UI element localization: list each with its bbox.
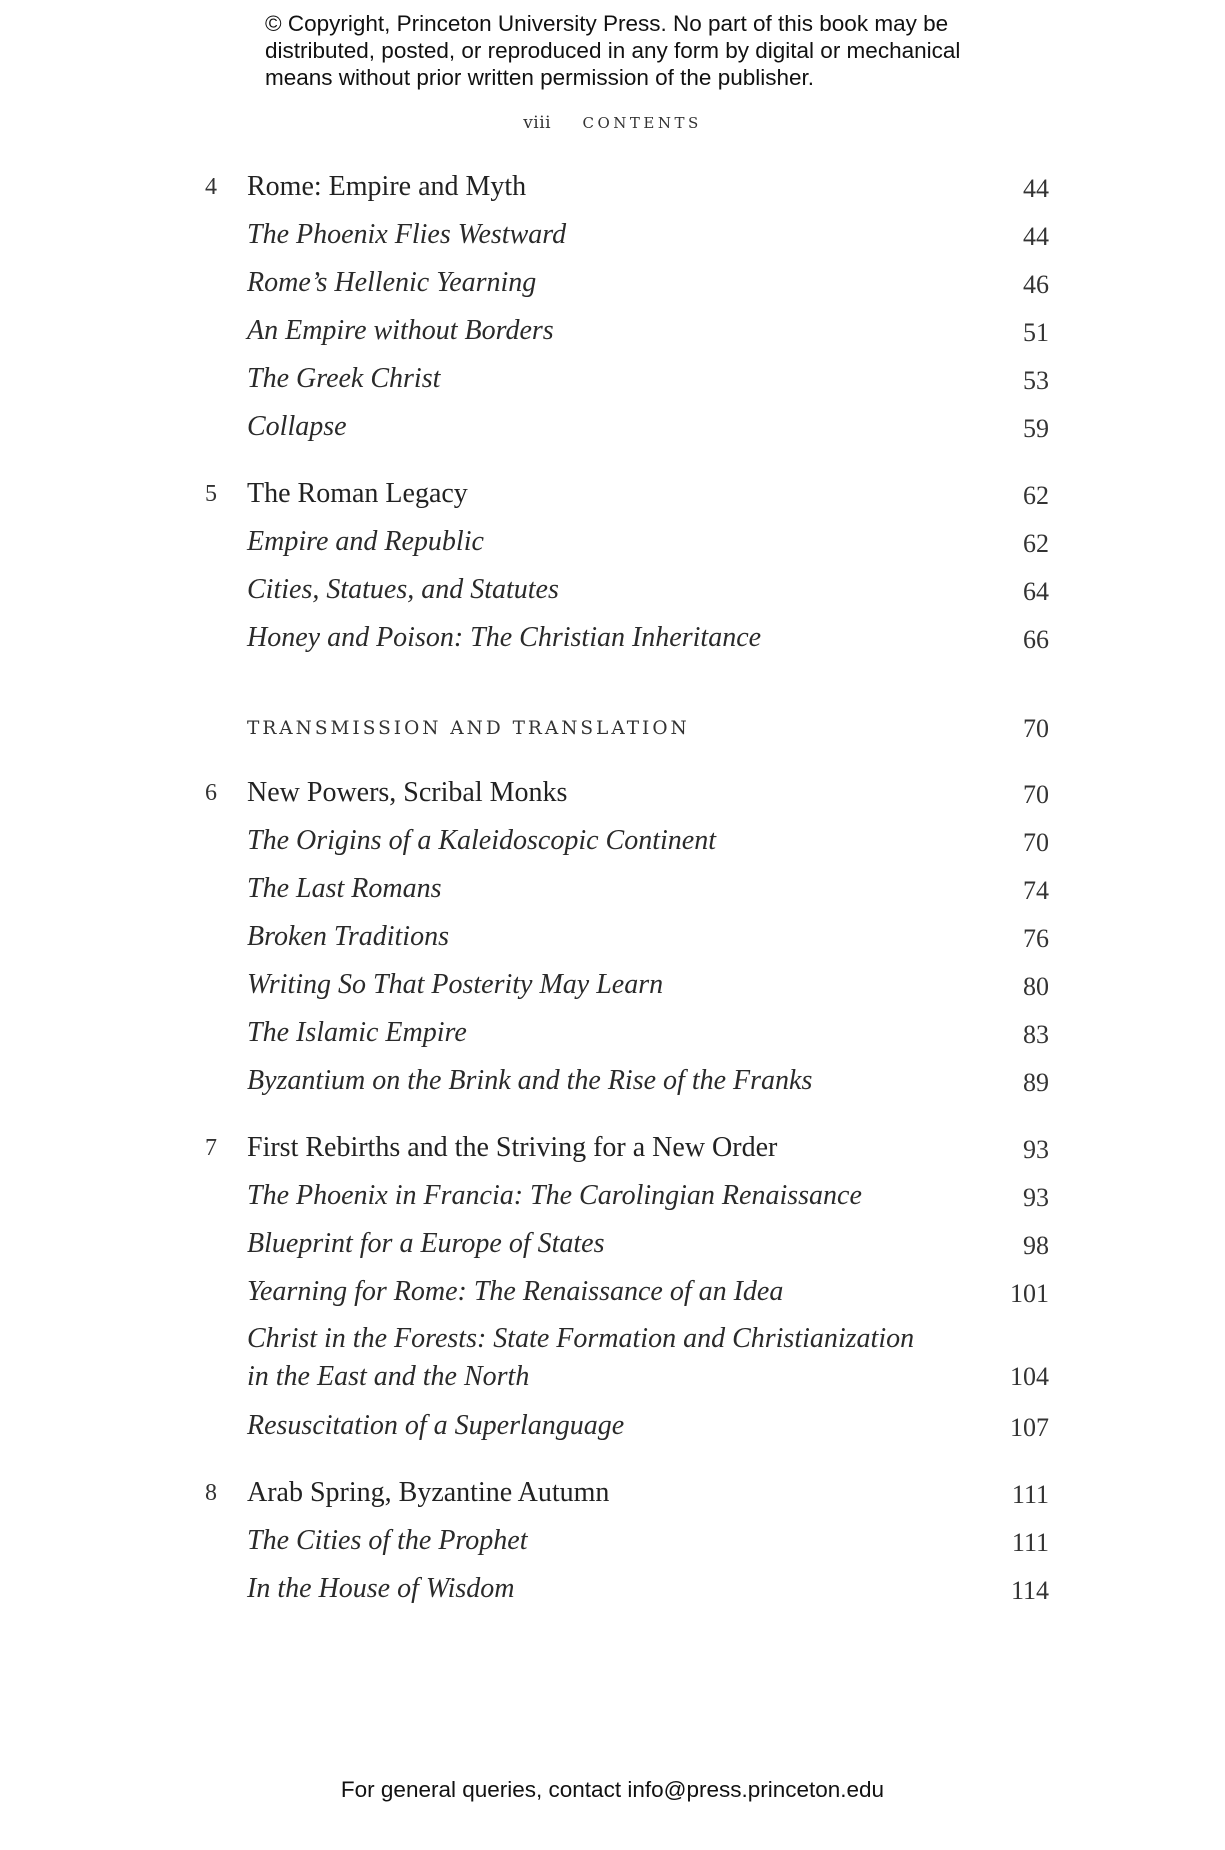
chapter-number: 6 (205, 780, 217, 806)
chapter-number: 5 (205, 481, 217, 507)
section-title: Writing So That Posterity May Learn (247, 969, 664, 1000)
page-number: 44 (1023, 174, 1049, 203)
page-number: 111 (1011, 1528, 1049, 1557)
chapter-title: First Rebirths and the Striving for a New Order (247, 1132, 778, 1163)
chapter-number: 4 (205, 174, 217, 200)
section-title: The Phoenix Flies Westward (247, 219, 567, 250)
page-number: 59 (1023, 414, 1049, 443)
page-number: 80 (1023, 972, 1049, 1001)
section-title: Broken Traditions (247, 921, 449, 952)
section-title-line-2: in the East and the North (247, 1361, 530, 1392)
page-number: 93 (1023, 1183, 1049, 1212)
section-title: In the House of Wisdom (247, 1573, 515, 1604)
page-number: 89 (1023, 1068, 1049, 1097)
running-head-title: CONTENTS (582, 114, 702, 132)
page-number: 46 (1023, 270, 1049, 299)
page-number: 74 (1023, 876, 1049, 905)
section-title: The Last Romans (247, 873, 442, 904)
page-number: 51 (1023, 318, 1049, 347)
toc-section[interactable] (0, 1320, 1225, 1392)
page-number: 44 (1023, 222, 1049, 251)
page-number: 83 (1023, 1020, 1049, 1049)
page-number: 53 (1023, 366, 1049, 395)
section-title: Byzantium on the Brink and the Rise of the Franks (247, 1065, 813, 1096)
chapter-title: The Roman Legacy (247, 478, 468, 509)
section-title: Honey and Poison: The Christian Inheritance (247, 622, 762, 653)
page-number: 104 (1010, 1362, 1049, 1391)
section-title: Rome’s Hellenic Yearning (247, 267, 537, 298)
page-number: 101 (1010, 1279, 1049, 1308)
page-number: 70 (1023, 828, 1049, 857)
chapter-title: Arab Spring, Byzantine Autumn (247, 1477, 610, 1508)
section-title: Collapse (247, 411, 347, 442)
section-title (247, 1320, 947, 1396)
copyright-notice: © Copyright, Princeton University Press. No part of this book may be distributed, posted, or reproduced in any form by digital or mechanical means without prior written permission of the publisher. (265, 11, 961, 90)
section-title: Blueprint for a Europe of States (247, 1228, 605, 1259)
section-title: Empire and Republic (247, 526, 484, 557)
page-number: 114 (1010, 1576, 1049, 1605)
chapter-number: 7 (205, 1135, 217, 1161)
section-title-line-1: Christ in the Forests: State Formation and Christianization (247, 1323, 915, 1354)
page-number: 64 (1023, 577, 1049, 606)
section-title: Resuscitation of a Superlanguage (247, 1410, 625, 1441)
page-number: 111 (1011, 1480, 1049, 1509)
section-title: The Islamic Empire (247, 1017, 467, 1048)
chapter-title: New Powers, Scribal Monks (247, 777, 568, 808)
page-number: 107 (1010, 1413, 1049, 1442)
page-number: 76 (1023, 924, 1049, 953)
footer-contact: For general queries, contact info@press.princeton.edu (340, 1777, 885, 1802)
running-head (0, 113, 1225, 133)
chapter-title: Rome: Empire and Myth (247, 171, 527, 202)
page-number: 62 (1023, 481, 1049, 510)
page-number: 70 (1023, 780, 1049, 809)
section-title: The Cities of the Prophet (247, 1525, 528, 1556)
page-number: 62 (1023, 529, 1049, 558)
part-title: TRANSMISSION AND TRANSLATION (247, 718, 690, 739)
section-title: The Greek Christ (247, 363, 441, 394)
page-folio: viii (523, 113, 552, 133)
section-title: The Origins of a Kaleidoscopic Continent (247, 825, 716, 856)
section-title: An Empire without Borders (247, 315, 554, 346)
chapter-number: 8 (205, 1480, 217, 1506)
page-number: 70 (1023, 714, 1049, 743)
page-number: 98 (1023, 1231, 1049, 1260)
section-title: The Phoenix in Francia: The Carolingian Renaissance (247, 1180, 862, 1211)
page-number: 93 (1023, 1135, 1049, 1164)
section-title: Yearning for Rome: The Renaissance of an Idea (247, 1276, 784, 1307)
section-title: Cities, Statues, and Statutes (247, 574, 559, 605)
page-number: 66 (1023, 625, 1049, 654)
